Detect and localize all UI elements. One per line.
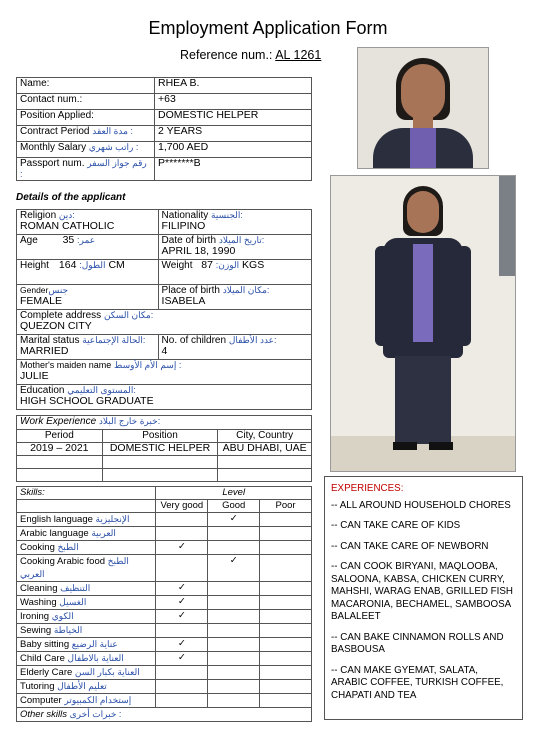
info-label: Contact num.: xyxy=(20,94,83,105)
skill-label: Cooking Arabic food xyxy=(20,556,106,567)
info-label-cell xyxy=(17,94,155,110)
skill-label-cell xyxy=(17,582,156,596)
skill-label-ar: العناية بكبار السن xyxy=(74,667,140,677)
age-cell: Age عمر: 35 xyxy=(17,235,159,260)
info-label-cell xyxy=(17,110,155,126)
skill-label-ar: الطبخ xyxy=(57,542,79,552)
skill-label-cell xyxy=(17,638,156,652)
marital-cell: Marital status الحالة الإجتماعية: MARRIED xyxy=(17,335,159,360)
pob-cell: Place of birth مكان الميلاد: ISABELA xyxy=(158,285,311,310)
skill-level-cell xyxy=(208,513,260,527)
check-mark-icon: ✓ xyxy=(177,652,186,663)
skill-row xyxy=(17,596,312,610)
skill-label-cell xyxy=(17,555,156,582)
skill-label-ar: العربية xyxy=(91,528,116,538)
mother-value: JULIE xyxy=(20,370,49,382)
work-cell: DOMESTIC HELPER xyxy=(102,443,218,456)
info-label: Position Applied: xyxy=(20,110,94,121)
skill-level-cell xyxy=(208,638,260,652)
experience-item: -- CAN MAKE GYEMAT, SALATA, ARABIC COFFEE, TURKISH COFFEE, CHAPATI AND TEA xyxy=(331,664,504,701)
skill-label-ar: الإنجليزية xyxy=(95,514,130,524)
details-heading: Details of the applicant xyxy=(16,192,126,203)
skill-row xyxy=(17,680,312,694)
skill-label: Arabic language xyxy=(20,528,89,539)
reference-line xyxy=(180,48,321,62)
skill-level-cell xyxy=(156,680,208,694)
level-label: Good xyxy=(208,500,260,513)
details-table xyxy=(16,209,312,410)
skill-label-ar: الكوي xyxy=(51,611,74,621)
skill-level-cell xyxy=(208,666,260,680)
gender-cell: Genderجنس FEMALE xyxy=(17,285,159,310)
skill-label: Child Care xyxy=(20,653,65,664)
info-label: Name: xyxy=(20,78,50,89)
skill-level-cell xyxy=(156,610,208,624)
skill-level-cell xyxy=(260,610,312,624)
info-label-cell xyxy=(17,158,155,181)
basic-info-table xyxy=(16,77,312,181)
skill-row xyxy=(17,527,312,541)
info-label-cell xyxy=(17,126,155,142)
skill-label: Washing xyxy=(20,597,57,608)
skill-level-cell xyxy=(260,680,312,694)
skill-label: Tutoring xyxy=(20,681,55,692)
children-cell: No. of children عدد الأطفال: 4 xyxy=(158,335,311,360)
form-title: Employment Application Form xyxy=(148,18,388,38)
work-experience-table xyxy=(16,415,312,482)
skill-label-cell xyxy=(17,680,156,694)
skill-level-cell xyxy=(208,652,260,666)
nationality-value: FILIPINO xyxy=(161,220,206,232)
skill-label: Elderly Care xyxy=(20,667,73,678)
experience-item: -- CAN TAKE CARE OF KIDS xyxy=(331,520,461,531)
skill-label: Computer xyxy=(20,695,62,706)
skill-level-cell xyxy=(260,555,312,582)
check-mark-icon: ✓ xyxy=(229,555,238,566)
experiences-box xyxy=(324,476,523,720)
skill-label-cell xyxy=(17,527,156,541)
skill-label-cell xyxy=(17,694,156,708)
check-mark-icon: ✓ xyxy=(177,610,186,621)
skill-label-cell xyxy=(17,513,156,527)
skill-label-ar: الغسيل xyxy=(59,597,87,607)
info-value: DOMESTIC HELPER xyxy=(155,110,312,126)
skill-label-cell xyxy=(17,652,156,666)
skill-label-ar: إستخدام الكمبيوتر xyxy=(64,695,132,705)
skill-label-cell xyxy=(17,624,156,638)
level-heading: Level xyxy=(156,487,312,500)
work-row xyxy=(17,469,312,482)
nationality-cell: Nationality الجنسية: FILIPINO xyxy=(158,210,311,235)
skill-level-cell xyxy=(156,555,208,582)
pob-value: ISABELA xyxy=(161,295,206,307)
gender-value: FEMALE xyxy=(20,295,63,307)
skill-level-cell xyxy=(208,610,260,624)
check-mark-icon: ✓ xyxy=(177,582,186,593)
experience-item: -- CAN COOK BIRYANI, MAQLOOBA, SALOONA, KABSA, CHICKEN CURRY, MAHSHI, WARAG ENAB, GRILLED FISH MACARONIA, BECHAMEL, SAMBOOSA BALALEET xyxy=(331,561,513,622)
info-label-cell xyxy=(17,142,155,158)
skill-level-cell xyxy=(260,596,312,610)
address-cell: Complete address مكان السكن: QUEZON CITY xyxy=(17,310,312,335)
skill-level-cell xyxy=(156,652,208,666)
skill-level-cell xyxy=(260,541,312,555)
skill-label: English language xyxy=(20,514,93,525)
skill-level-cell xyxy=(260,582,312,596)
weight-value: 87 KGS xyxy=(201,259,265,271)
skill-label: Baby sitting xyxy=(20,639,70,650)
skill-label: Sewing xyxy=(20,625,52,636)
skill-level-cell xyxy=(208,596,260,610)
skill-label-ar: الطبخ العربي xyxy=(20,556,129,579)
info-value: +63 xyxy=(155,94,312,110)
work-cell xyxy=(102,456,218,469)
weight-cell: Weight الوزن: 87 KGS xyxy=(158,260,311,285)
check-mark-icon: ✓ xyxy=(229,513,238,524)
age-value: 35 xyxy=(62,234,75,246)
headshot-photo xyxy=(357,47,489,169)
work-column-header: City, Country xyxy=(218,430,312,443)
skill-label-ar: العناية بالاطفال xyxy=(67,653,124,663)
skill-row xyxy=(17,666,312,680)
skill-row xyxy=(17,541,312,555)
skill-level-cell xyxy=(156,527,208,541)
info-label-ar: مدة العقد : xyxy=(92,126,133,136)
skill-row xyxy=(17,694,312,708)
work-columns xyxy=(17,430,312,443)
check-mark-icon: ✓ xyxy=(177,596,186,607)
skill-level-cell xyxy=(208,541,260,555)
skill-level-cell xyxy=(260,527,312,541)
skill-level-cell xyxy=(208,680,260,694)
skill-level-cell xyxy=(156,596,208,610)
skill-label: Ironing xyxy=(20,611,50,622)
info-label-ar: راتب شهري : xyxy=(88,142,139,152)
education-value: HIGH SCHOOL GRADUATE xyxy=(20,395,154,407)
skill-row xyxy=(17,513,312,527)
experiences-heading: EXPERIENCES: xyxy=(331,483,404,494)
skill-row xyxy=(17,638,312,652)
skill-label: Cleaning xyxy=(20,583,58,594)
dob-cell: Date of birth تاريخ الميلاد: APRIL 18, 1990 xyxy=(158,235,311,260)
work-column-header: Position xyxy=(102,430,218,443)
info-row xyxy=(17,142,312,158)
skill-label-ar: عناية الرضيع xyxy=(71,639,118,649)
skill-row xyxy=(17,555,312,582)
skill-label-ar: الخياطة xyxy=(53,625,83,635)
reference-value: AL 1261 xyxy=(275,48,322,62)
height-cell: Height الطول: 164 CM xyxy=(17,260,159,285)
skill-level-cell xyxy=(260,624,312,638)
skill-label-ar: تعليم الأطفال xyxy=(57,681,107,691)
education-cell: Education المستوى التعليمي: HIGH SCHOOL GRADUATE xyxy=(17,385,312,410)
skill-level-cell xyxy=(156,541,208,555)
info-label: Contract Period xyxy=(20,126,90,137)
info-value: 1,700 AED xyxy=(155,142,312,158)
skill-level-cell xyxy=(260,638,312,652)
children-value: 4 xyxy=(161,345,168,357)
work-cell xyxy=(218,469,312,482)
skill-row xyxy=(17,582,312,596)
work-cell xyxy=(102,469,218,482)
skill-row xyxy=(17,624,312,638)
reference-label: Reference num.: xyxy=(180,48,273,62)
skill-label-cell xyxy=(17,610,156,624)
other-skills-row: Other skills خبرات أخرى : xyxy=(17,708,312,722)
work-column-header: Period xyxy=(17,430,103,443)
experience-item: -- CAN BAKE CINNAMON ROLLS AND BASBOUSA xyxy=(331,631,504,655)
skills-heading: Skills: xyxy=(17,487,156,500)
work-cell: ABU DHABI, UAE xyxy=(218,443,312,456)
info-value: 2 YEARS xyxy=(155,126,312,142)
skill-level-cell xyxy=(208,527,260,541)
skill-level-cell xyxy=(156,694,208,708)
religion-value: ROMAN CATHOLIC xyxy=(20,220,115,232)
skill-level-cell xyxy=(260,513,312,527)
skill-row xyxy=(17,652,312,666)
skill-label: Cooking xyxy=(20,542,55,553)
mother-cell: Mother's maiden name إسم الأم الأوسط : JULIE xyxy=(17,360,312,385)
info-row xyxy=(17,110,312,126)
info-label: Passport num. xyxy=(20,158,85,169)
level-label: Very good xyxy=(156,500,208,513)
check-mark-icon: ✓ xyxy=(177,638,186,649)
info-label: Monthly Salary xyxy=(20,142,87,153)
work-cell xyxy=(218,456,312,469)
skill-level-cell xyxy=(208,694,260,708)
info-value: P*******B xyxy=(155,158,312,181)
religion-cell: Religion دين: ROMAN CATHOLIC xyxy=(17,210,159,235)
skill-level-cell xyxy=(208,582,260,596)
skill-label-cell xyxy=(17,596,156,610)
work-cell: 2019 – 2021 xyxy=(17,443,103,456)
skill-level-cell xyxy=(208,624,260,638)
marital-value: MARRIED xyxy=(20,345,69,357)
skill-label-ar: التنظيف xyxy=(60,583,91,593)
skill-level-cell xyxy=(208,555,260,582)
skill-level-cell xyxy=(156,638,208,652)
dob-value: APRIL 18, 1990 xyxy=(161,245,236,257)
info-value: RHEA B. xyxy=(155,78,312,94)
skill-level-cell xyxy=(260,666,312,680)
work-cell xyxy=(17,469,103,482)
skill-level-cell xyxy=(156,513,208,527)
work-cell xyxy=(17,456,103,469)
skill-level-cell xyxy=(156,666,208,680)
check-mark-icon: ✓ xyxy=(177,541,186,552)
height-value: 164 CM xyxy=(58,259,125,271)
work-row xyxy=(17,443,312,456)
experience-item: -- CAN TAKE CARE OF NEWBORN xyxy=(331,540,489,552)
info-row xyxy=(17,94,312,110)
work-row xyxy=(17,456,312,469)
skills-table xyxy=(16,486,312,722)
info-row xyxy=(17,126,312,142)
skill-level-cell xyxy=(260,694,312,708)
skill-label-cell xyxy=(17,541,156,555)
full-body-photo xyxy=(330,175,516,472)
skill-label-cell xyxy=(17,666,156,680)
info-label-cell xyxy=(17,78,155,94)
skill-level-cell xyxy=(156,624,208,638)
level-label: Poor xyxy=(260,500,312,513)
skill-level-cell xyxy=(156,582,208,596)
info-row xyxy=(17,158,312,181)
address-value: QUEZON CITY xyxy=(20,320,92,332)
skill-row xyxy=(17,610,312,624)
work-heading: Work Experience خبرة خارج البلاد: xyxy=(17,416,312,430)
skill-level-cell xyxy=(260,652,312,666)
experience-item: -- ALL AROUND HOUSEHOLD CHORES xyxy=(331,499,511,511)
info-row xyxy=(17,78,312,94)
info-label-ar: رقم جواز السفر : xyxy=(20,158,147,179)
